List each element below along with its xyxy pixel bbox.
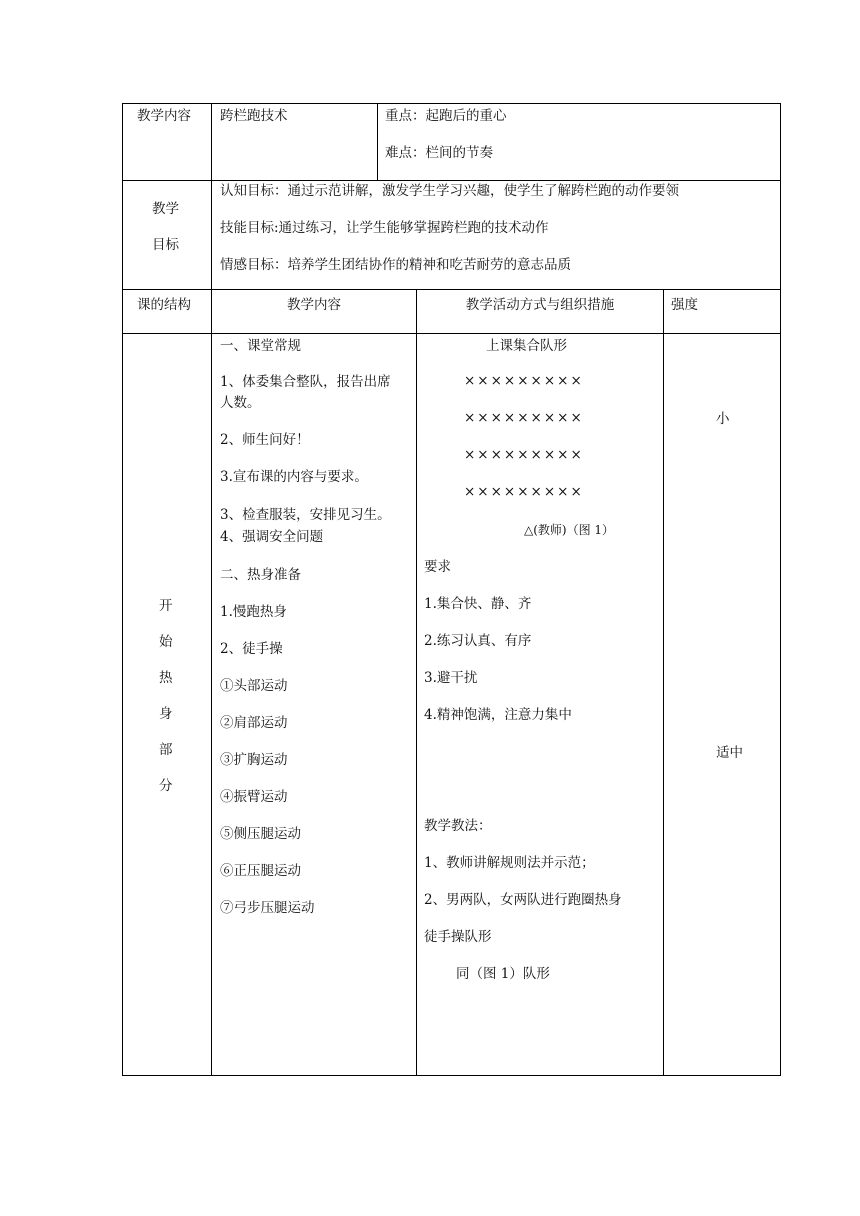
requirements-line: 2.练习认真、有序 bbox=[424, 633, 532, 649]
teaching-line: 1、教师讲解规则法并示范； bbox=[424, 855, 595, 871]
header-structure: 课的结构 bbox=[137, 297, 191, 313]
border-bottom bbox=[122, 1075, 781, 1076]
header-intensity: 强度 bbox=[671, 297, 698, 313]
content-line: 二、热身准备 bbox=[220, 567, 301, 583]
part-label-char: 分 bbox=[159, 778, 173, 794]
formation-title: 上课集合队形 bbox=[486, 338, 567, 354]
content-line: 一、课堂常规 bbox=[220, 338, 301, 354]
content-line: 2、师生问好！ bbox=[220, 432, 310, 448]
content-line: 3、检查服装，安排见习生。 bbox=[220, 507, 391, 523]
content-line: 人数。 bbox=[220, 395, 261, 411]
border-col2 bbox=[416, 289, 417, 1076]
goals-label-line1: 教学 bbox=[152, 201, 179, 217]
requirements-line: 1.集合快、静、齐 bbox=[424, 596, 532, 612]
content-line: ①头部运动 bbox=[220, 678, 288, 694]
content-line: 1.慢跑热身 bbox=[220, 604, 287, 620]
border-row1-col2 bbox=[377, 103, 378, 181]
part-label-char: 身 bbox=[159, 706, 173, 722]
teaching-line: 教学教法： bbox=[424, 818, 492, 834]
lesson-topic: 跨栏跑技术 bbox=[220, 108, 288, 124]
content-line: ③扩胸运动 bbox=[220, 752, 288, 768]
formation-row: ××××××××× bbox=[464, 373, 584, 389]
difficulty: 难点：栏间的节奏 bbox=[385, 145, 493, 161]
header-method: 教学活动方式与组织措施 bbox=[465, 297, 615, 313]
requirements-line: 4.精神饱满，注意力集中 bbox=[424, 707, 572, 723]
intensity-second: 适中 bbox=[716, 745, 743, 761]
content-line: 4、强调安全问题 bbox=[220, 529, 324, 545]
same-formation: 同（图 1）队形 bbox=[456, 966, 550, 982]
border-header-bottom bbox=[122, 333, 781, 334]
teacher-note: △(教师)（图 1） bbox=[524, 523, 615, 537]
header-content: 教学内容 bbox=[287, 297, 341, 313]
content-line: ④振臂运动 bbox=[220, 789, 288, 805]
goal-skill: 技能目标:通过练习，让学生能够掌握跨栏跑的技术动作 bbox=[220, 220, 549, 236]
border-col3 bbox=[663, 289, 664, 1076]
row1-label: 教学内容 bbox=[137, 108, 191, 124]
formation-row: ××××××××× bbox=[464, 447, 584, 463]
requirements-line: 要求 bbox=[424, 559, 451, 575]
intensity-first: 小 bbox=[716, 411, 730, 427]
border-top bbox=[122, 103, 781, 104]
content-line: ②肩部运动 bbox=[220, 715, 288, 731]
formation-row: ××××××××× bbox=[464, 484, 584, 500]
goal-cognitive: 认知目标：通过示范讲解，激发学生学习兴趣，使学生了解跨栏跑的动作要领 bbox=[220, 183, 679, 199]
part-label-char: 部 bbox=[159, 742, 173, 758]
goal-emotional: 情感目标：培养学生团结协作的精神和吃苦耐劳的意志品质 bbox=[220, 257, 571, 273]
border-row2-bottom bbox=[122, 289, 781, 290]
requirements-line: 3.避干扰 bbox=[424, 670, 478, 686]
content-line: 2、徒手操 bbox=[220, 641, 283, 657]
formation-row: ××××××××× bbox=[464, 410, 584, 426]
teaching-line: 徒手操队形 bbox=[424, 929, 492, 945]
content-line: 1、体委集合整队，报告出席 bbox=[220, 374, 391, 390]
content-line: 3.宣布课的内容与要求。 bbox=[220, 469, 368, 485]
border-row1-bottom bbox=[122, 180, 781, 181]
border-right bbox=[780, 103, 781, 1076]
border-left bbox=[122, 103, 123, 1076]
key-point: 重点：起跑后的重心 bbox=[385, 108, 507, 124]
part-label-char: 开 bbox=[159, 598, 173, 614]
content-line: ⑥正压腿运动 bbox=[220, 863, 301, 879]
teaching-line: 2、男两队，女两队进行跑圈热身 bbox=[424, 892, 622, 908]
content-line: ⑦弓步压腿运动 bbox=[220, 900, 315, 916]
goals-label-line2: 目标 bbox=[152, 237, 179, 253]
part-label-char: 始 bbox=[159, 634, 173, 650]
part-label-char: 热 bbox=[159, 670, 173, 686]
border-col1 bbox=[211, 103, 212, 1076]
content-line: ⑤侧压腿运动 bbox=[220, 826, 301, 842]
